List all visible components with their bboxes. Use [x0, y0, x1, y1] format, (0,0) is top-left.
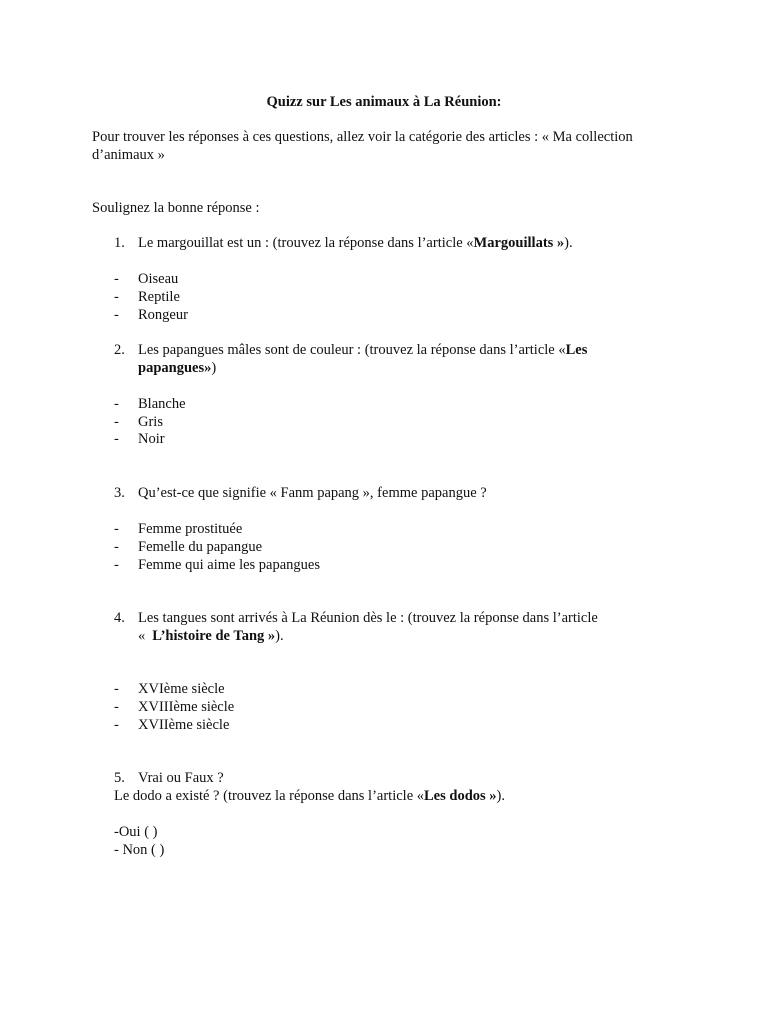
question-1-text: Le margouillat est un : (trouvez la réponse dans l’article « — [138, 235, 474, 251]
list-dash: - — [114, 521, 119, 537]
question-2-text: Les papangues mâles sont de couleur : (trouvez la réponse dans l’article « — [138, 342, 566, 358]
q2-option-2: Gris — [138, 414, 163, 430]
question-1-article: Margouillats » — [473, 235, 565, 251]
list-item — [114, 698, 234, 716]
question-5-line2 — [114, 787, 505, 805]
q2-option-3: Noir — [138, 431, 165, 447]
question-3-text: Qu’est-ce que signifie « Fanm papang », femme papangue ? — [138, 485, 487, 501]
q1-option-1: Oiseau — [138, 271, 179, 287]
list-dash: - — [114, 539, 119, 555]
list-item — [114, 520, 242, 538]
question-2-article-line2: papangues» — [138, 360, 212, 376]
question-4-article: L’histoire de Tang » — [152, 628, 276, 644]
list-item — [114, 306, 188, 324]
q4-option-1: XVIème siècle — [138, 681, 225, 697]
question-2-suffix: ) — [211, 360, 217, 376]
instruction: Soulignez la bonne réponse : — [92, 200, 260, 216]
list-item — [114, 395, 186, 413]
question-2 — [138, 341, 587, 359]
q3-option-2: Femelle du papangue — [138, 539, 263, 555]
q4-option-2: XVIIIème siècle — [138, 699, 235, 715]
list-dash: - — [114, 396, 119, 412]
list-dash: - — [114, 717, 119, 733]
list-item — [114, 538, 262, 556]
list-dash: - — [114, 681, 119, 697]
question-5-text: Vrai ou Faux ? — [138, 770, 224, 786]
intro-line-2: d’animaux » — [92, 147, 165, 163]
intro-line-1: Pour trouver les réponses à ces questions, allez voir la catégorie des articles : « Ma collection — [92, 129, 633, 145]
list-item — [114, 288, 180, 306]
question-1-suffix: ). — [564, 235, 573, 251]
list-dash: - — [114, 557, 119, 573]
page-title: Quizz sur Les animaux à La Réunion: — [266, 94, 502, 110]
question-5-article: Les dodos » — [424, 788, 497, 804]
list-item — [114, 680, 225, 698]
list-dash: - — [114, 289, 119, 305]
question-4-text: Les tangues sont arrivés à La Réunion dès le : (trouvez la réponse dans l’article — [138, 610, 598, 626]
list-dash: - — [114, 414, 119, 430]
q5-option-no: - Non ( ) — [114, 842, 165, 858]
q5-option-yes: -Oui ( ) — [114, 824, 158, 840]
q2-option-1: Blanche — [138, 396, 186, 412]
question-4-line2 — [138, 627, 284, 645]
question-5-prompt: Le dodo a existé ? (trouvez la réponse dans l’article « — [114, 788, 425, 804]
q4-option-3: XVIIème siècle — [138, 717, 230, 733]
question-2-article: Les — [565, 342, 588, 358]
list-dash: - — [114, 307, 119, 323]
list-item — [114, 430, 165, 448]
question-1 — [138, 234, 573, 252]
q1-option-2: Reptile — [138, 289, 180, 305]
q3-option-3: Femme qui aime les papangues — [138, 557, 321, 573]
list-dash: - — [114, 431, 119, 447]
list-item — [114, 556, 320, 574]
question-4-suffix: ). — [275, 628, 284, 644]
list-dash: - — [114, 699, 119, 715]
q1-option-3: Rongeur — [138, 307, 188, 323]
list-item — [114, 413, 163, 431]
list-item — [114, 716, 229, 734]
question-4-number: 4. — [114, 610, 125, 626]
question-4-open-quote: « — [138, 628, 146, 644]
q3-option-1: Femme prostituée — [138, 521, 243, 537]
question-2-line2 — [138, 359, 216, 377]
question-5-suffix: ). — [496, 788, 506, 804]
question-3-number: 3. — [114, 485, 125, 501]
question-2-number: 2. — [114, 342, 125, 358]
list-item — [114, 270, 178, 288]
list-dash: - — [114, 271, 119, 287]
question-5-number: 5. — [114, 770, 125, 786]
question-1-number: 1. — [114, 235, 125, 251]
